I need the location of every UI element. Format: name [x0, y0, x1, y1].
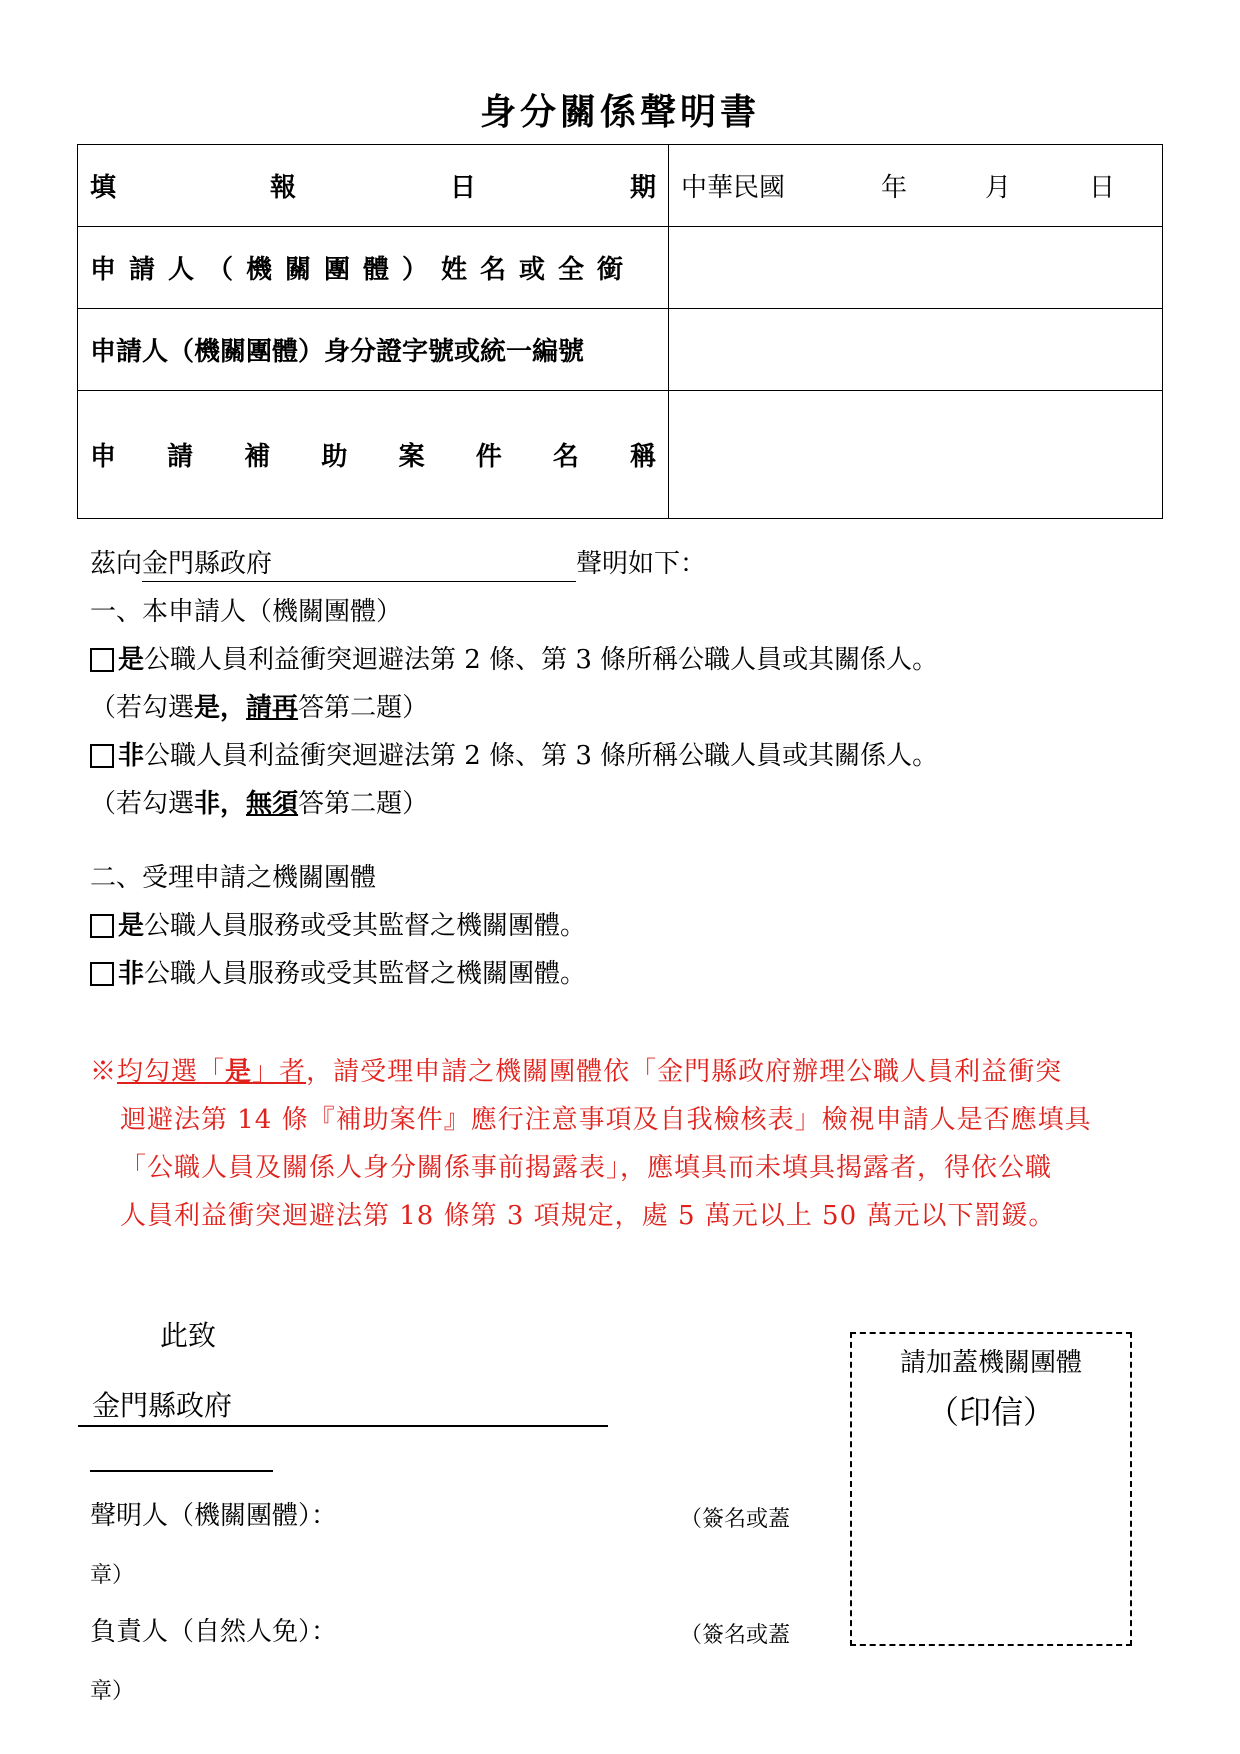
stamp-instruction: 請加蓋機關團體	[899, 1348, 1082, 1378]
option-text: 公職人員利益衝突迴避法第 2 條、第 3 條所稱公職人員或其關係人。	[144, 741, 939, 771]
label-applicant-name	[78, 227, 669, 309]
note-rest: 答第二題）	[298, 693, 429, 723]
row-applicant-name	[78, 227, 1163, 309]
notice-underlined-start: 均勾選「	[117, 1057, 226, 1087]
section1-note-yes	[90, 684, 428, 732]
declaration-suffix: 聲明如下：	[576, 549, 707, 579]
note-rest: 答第二題）	[298, 789, 429, 819]
label-char: 申	[90, 442, 117, 472]
responsible-sign-hint-end: 章）	[90, 1679, 135, 1704]
note-open: （若勾選	[90, 693, 195, 723]
label-char: 報	[269, 173, 296, 203]
row-case-name	[78, 391, 1163, 519]
label-char: 補	[244, 442, 271, 472]
declaration-prefix: 茲向	[90, 549, 143, 579]
section2-option-no	[90, 950, 586, 998]
stamp-seal-label: （印信）	[926, 1393, 1055, 1431]
short-divider	[90, 1470, 273, 1472]
penalty-notice	[90, 1048, 1180, 1240]
label-char: 助	[321, 442, 348, 472]
declaration-line	[90, 540, 706, 588]
declarant-signature-field[interactable]	[320, 1528, 660, 1530]
recipient-underline	[78, 1425, 608, 1427]
document-title: 身分關係聲明書	[479, 91, 760, 133]
declarant-sign-hint-end: 章）	[90, 1563, 135, 1588]
label-text: 申請人（機關團體）身分證字號或統一編號	[90, 337, 585, 367]
date-era: 中華民國	[681, 173, 786, 203]
closing-salutation: 此致	[160, 1319, 217, 1352]
section1-note-no	[90, 780, 428, 828]
declaration-agency-field[interactable]	[142, 547, 576, 582]
note-emphasis: 請再	[246, 693, 299, 723]
label-char: 日	[449, 173, 476, 203]
option-mark: 非	[118, 959, 145, 989]
note-comma: ，	[220, 789, 247, 819]
note-comma: ，	[220, 693, 247, 723]
value-case-name[interactable]	[669, 391, 1163, 519]
section1-option-yes	[90, 636, 938, 684]
option-text: 公職人員利益衝突迴避法第 2 條、第 3 條所稱公職人員或其關係人。	[144, 645, 939, 675]
label-char: 請	[167, 442, 194, 472]
date-day: 日	[1089, 173, 1116, 203]
seal-stamp-box[interactable]	[850, 1332, 1132, 1646]
notice-line-1	[90, 1048, 1180, 1096]
label-char: 填	[90, 173, 117, 203]
row-filing-date	[78, 145, 1163, 227]
date-month: 月	[985, 173, 1012, 203]
option-mark: 是	[118, 911, 145, 941]
application-info-table	[77, 144, 1163, 519]
notice-line1-rest: ，請受理申請之機關團體依「金門縣政府辦理公職人員利益衝突	[306, 1057, 1063, 1087]
label-case-name	[78, 391, 669, 519]
label-char: 稱	[629, 442, 656, 472]
section1-option-no	[90, 732, 938, 780]
section2-yes-checkbox[interactable]	[90, 914, 114, 938]
value-filing-date[interactable]	[669, 145, 1163, 227]
section1-yes-checkbox[interactable]	[90, 648, 114, 672]
declarant-sign-hint: （簽名或蓋	[680, 1507, 791, 1532]
label-char: 名	[552, 442, 579, 472]
value-applicant-id[interactable]	[669, 309, 1163, 391]
notice-line-4: 人員利益衝突迴避法第 18 條第 3 項規定，處 5 萬元以上 50 萬元以下罰鍰。	[120, 1201, 1056, 1231]
value-applicant-name[interactable]	[669, 227, 1163, 309]
option-text: 公職人員服務或受其監督之機關團體。	[144, 959, 587, 989]
label-char: 案	[398, 442, 425, 472]
note-mark: 是	[194, 693, 221, 723]
label-text: 申請人（機關團體）姓名或全銜	[90, 255, 637, 285]
note-mark: 非	[194, 789, 221, 819]
label-applicant-id	[78, 309, 669, 391]
section1-heading: 一、本申請人（機關團體）	[90, 597, 403, 627]
section2-heading: 二、受理申請之機關團體	[90, 863, 377, 893]
label-char: 期	[629, 173, 656, 203]
option-mark: 非	[118, 741, 145, 771]
section1-no-checkbox[interactable]	[90, 744, 114, 768]
section2-no-checkbox[interactable]	[90, 962, 114, 986]
notice-underlined-mark: 是	[225, 1057, 253, 1087]
section2-option-yes	[90, 902, 586, 950]
label-filing-date	[78, 145, 669, 227]
option-mark: 是	[118, 645, 145, 675]
responsible-sign-hint: （簽名或蓋	[680, 1623, 791, 1648]
closing-recipient: 金門縣政府	[92, 1389, 233, 1422]
notice-line-2: 迴避法第 14 條『補助案件』應行注意事項及自我檢核表」檢視申請人是否應填具	[120, 1105, 1092, 1135]
note-open: （若勾選	[90, 789, 195, 819]
date-year: 年	[881, 173, 908, 203]
responsible-label: 負責人（自然人免）：	[90, 1617, 338, 1647]
row-applicant-id	[78, 309, 1163, 391]
note-emphasis: 無須	[246, 789, 299, 819]
label-char: 件	[475, 442, 502, 472]
notice-line-3: 「公職人員及關係人身分關係事前揭露表」，應填具而未填具揭露者，得依公職	[120, 1153, 1053, 1183]
responsible-signature-field[interactable]	[320, 1644, 660, 1646]
declarant-label: 聲明人（機關團體）：	[90, 1501, 338, 1531]
option-text: 公職人員服務或受其監督之機關團體。	[144, 911, 587, 941]
notice-underlined-end: 」者	[252, 1057, 307, 1087]
notice-prefix: ※	[90, 1057, 118, 1087]
declaration-agency: 金門縣政府	[142, 549, 273, 579]
